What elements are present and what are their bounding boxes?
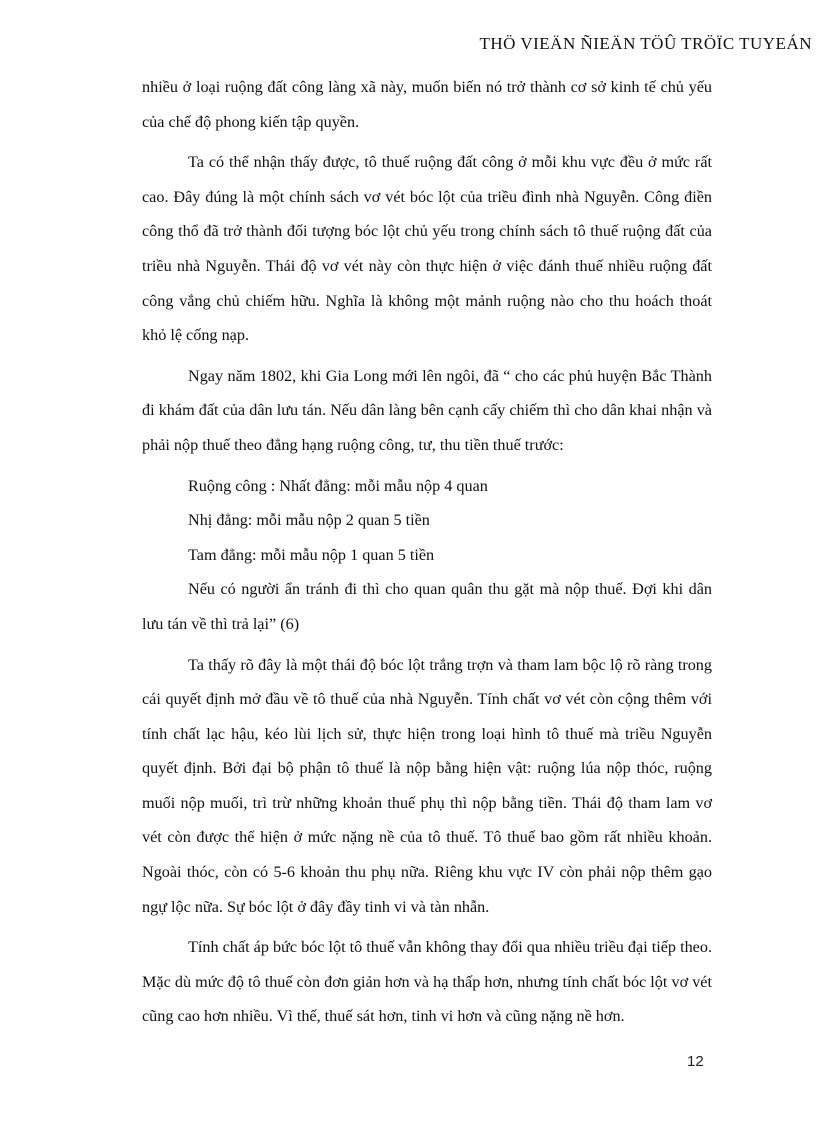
list-item: Nhị đẳng: mỗi mẫu nộp 2 quan 5 tiền	[188, 511, 430, 530]
paragraph: Ngay năm 1802, khi Gia Long mới lên ngôi, đã “ cho các phủ huyện Bắc Thành đi khám đất của dân lưu tán. Nếu dân làng bên cạnh cấy chiếm thì cho dân khai nhận và phải nộp thuế theo đẳng hạng ruộng công, tư, thu tiền thuế trước:	[142, 366, 712, 454]
page-number: 12	[687, 1053, 704, 1070]
paragraph: nhiều ở loại ruộng đất công làng xã này, muốn biến nó trở thành cơ sở kinh tế chủ yếu của chế độ phong kiến tập quyền.	[142, 78, 712, 131]
list-item: Tam đẳng: mỗi mẫu nộp 1 quan 5 tiền	[188, 545, 435, 564]
document-body	[142, 70, 712, 1040]
paragraph: Tính chất áp bức bóc lột tô thuế vẫn không thay đổi qua nhiều triều đại tiếp theo. Mặc dù mức độ tô thuế còn đơn giản hơn và hạ thấp hơn, nhưng tính chất bóc lột vơ vét cũng cao hơn nhiều. Vì thế, thuế sát hơn, tinh vi hơn và cũng nặng nề hơn.	[142, 938, 712, 1026]
paragraph: Ta thấy rõ đây là một thái độ bóc lột trắng trợn và tham lam bộc lộ rõ ràng trong cái quyết định mở đầu về tô thuế của nhà Nguyễn. Tính chất vơ vét còn cộng thêm với tính chất lạc hậu, kéo lùi lịch sử, thực hiện trong loại hình tô thuế mà triều Nguyễn quyết định. Bởi đại bộ phận tô thuế là nộp bằng hiện vật: ruộng lúa nộp thóc, ruộng muối nộp muối, trì trừ những khoản thuế phụ thì nộp bằng tiền. Thái độ tham lam vơ vét còn được thể hiện ở mức nặng nề của tô thuế. Tô thuế bao gồm rất nhiều khoản. Ngoài thóc, còn có 5-6 khoản thu phụ nữa. Riêng khu vực IV còn phải nộp thêm gạo ngự lộc nữa. Sự bóc lột ở đây đầy tinh vi và tàn nhẫn.	[142, 655, 712, 916]
paragraph: Nếu có người ẩn tránh đi thì cho quan quân thu gặt mà nộp thuế. Đợi khi dân lưu tán về thì trả lại” (6)	[142, 580, 712, 633]
page-header-title: THÖ VIEÄN ÑIEÄN TÖÛ TRÖÏC TUYEÁN	[479, 34, 812, 53]
paragraph: Ta có thể nhận thấy được, tô thuế ruộng đất công ở mỗi khu vực đều ở mức rất cao. Đây đúng là một chính sách vơ vét bóc lột của triều đình nhà Nguyễn. Công điền công thổ đã trở thành đối tượng bóc lột chủ yếu trong chính sách tô thuế ruộng đất của triều nhà Nguyễn. Thái độ vơ vét này còn thực hiện ở việc đánh thuế nhiều ruộng đất công vắng chủ chiếm hữu. Nghĩa là không một mảnh ruộng nào cho thu hoách thoát khỏ lệ cống nạp.	[142, 153, 712, 345]
list-item: Ruộng công : Nhất đẳng: mỗi mẫu nộp 4 quan	[188, 476, 488, 495]
